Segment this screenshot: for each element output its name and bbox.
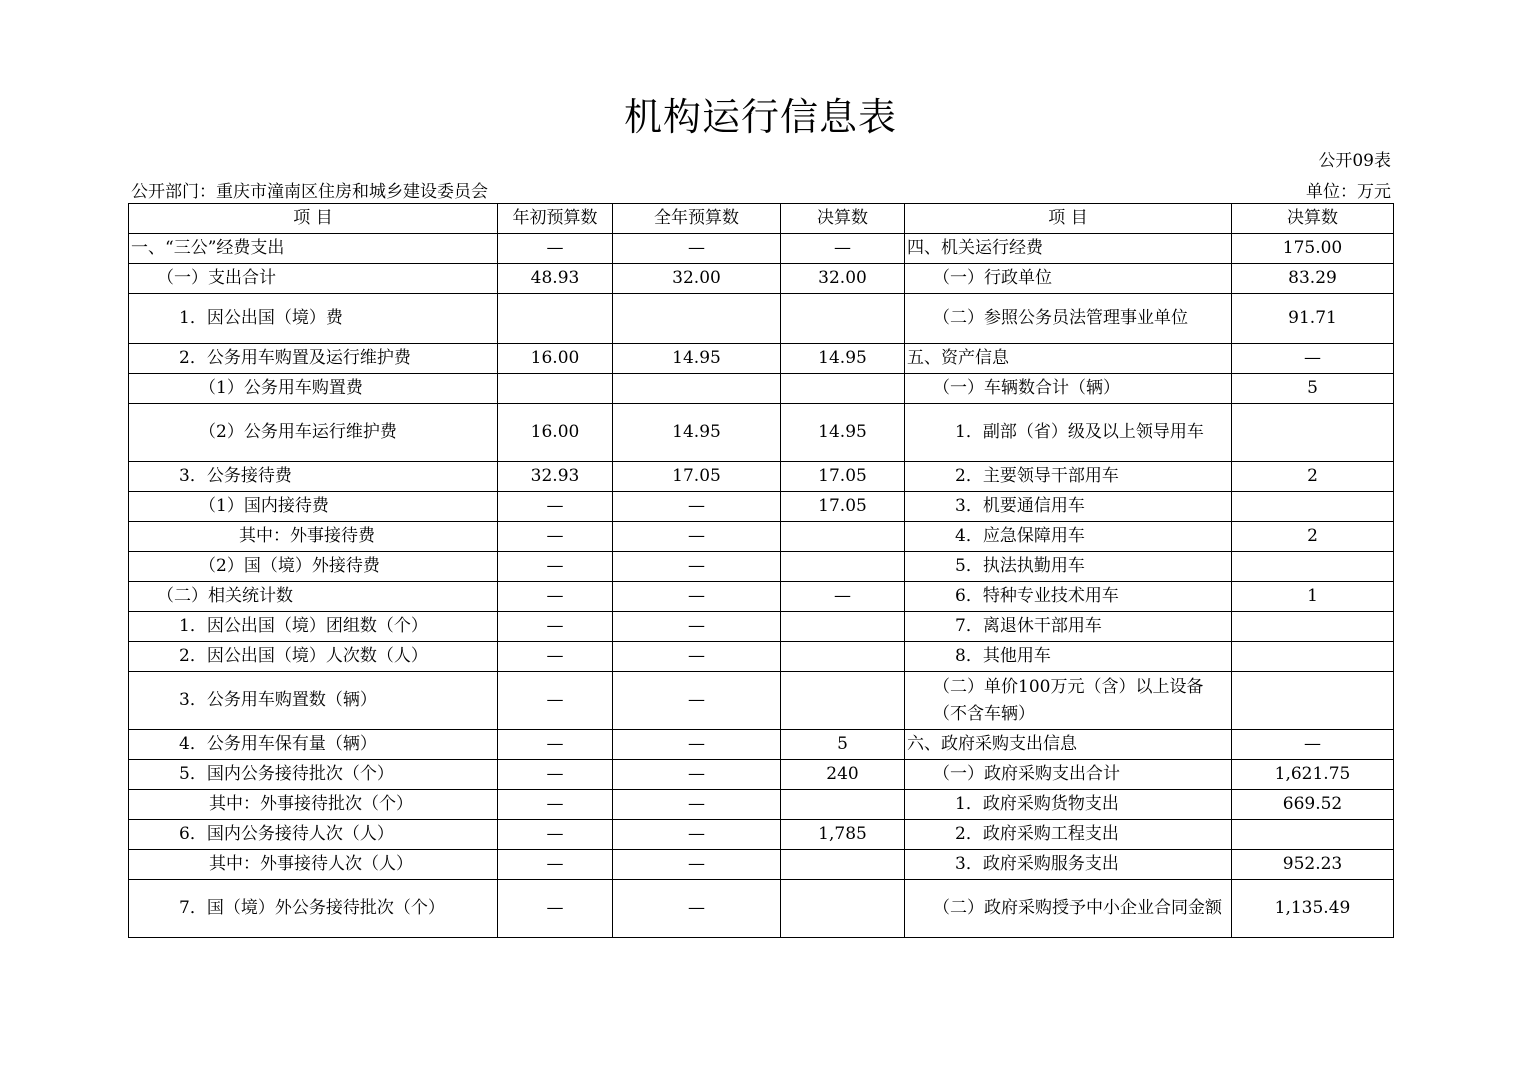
row-initial-budget: 16.00 <box>498 344 613 374</box>
row-item-label: 一、“三公”经费支出 <box>129 234 498 264</box>
table-row <box>129 522 1394 552</box>
row-initial-budget: — <box>498 552 613 582</box>
row-item-label: 其中：外事接待人次（人） <box>129 850 498 880</box>
row-item-label: 其中：外事接待费 <box>129 522 498 552</box>
row-final <box>781 642 905 672</box>
row-final-2: 1,621.75 <box>1232 760 1394 790</box>
row-final <box>781 522 905 552</box>
row-initial-budget: — <box>498 234 613 264</box>
row-initial-budget: — <box>498 850 613 880</box>
row-initial-budget: — <box>498 642 613 672</box>
row-final-2: 669.52 <box>1232 790 1394 820</box>
row-full-budget: — <box>613 730 781 760</box>
row-final: 240 <box>781 760 905 790</box>
table-row <box>129 582 1394 612</box>
row-final-2: 2 <box>1232 462 1394 492</box>
row-initial-budget <box>498 374 613 404</box>
row-final <box>781 880 905 938</box>
table-row <box>129 850 1394 880</box>
row-full-budget: — <box>613 760 781 790</box>
row-final-2: 175.00 <box>1232 234 1394 264</box>
row-final: 32.00 <box>781 264 905 294</box>
row-full-budget: 17.05 <box>613 462 781 492</box>
row-final-2 <box>1232 612 1394 642</box>
header-item-2: 项 目 <box>905 204 1232 234</box>
table-row <box>129 234 1394 264</box>
row-item-label: 3．公务接待费 <box>129 462 498 492</box>
row-final-2: 2 <box>1232 522 1394 552</box>
row-final <box>781 294 905 344</box>
row-full-budget: — <box>613 642 781 672</box>
row-full-budget: — <box>613 612 781 642</box>
header-initial-budget: 年初预算数 <box>498 204 613 234</box>
row-item-label-2: 五、资产信息 <box>905 344 1232 374</box>
table-row <box>129 374 1394 404</box>
row-full-budget: — <box>613 850 781 880</box>
row-item-label-2: （二）参照公务员法管理事业单位 <box>905 294 1232 344</box>
row-item-label-2: 4．应急保障用车 <box>905 522 1232 552</box>
row-full-budget: — <box>613 672 781 730</box>
row-final <box>781 672 905 730</box>
row-final: 17.05 <box>781 492 905 522</box>
row-final-2: — <box>1232 730 1394 760</box>
row-full-budget: — <box>613 820 781 850</box>
table-header-row <box>129 204 1394 234</box>
row-final <box>781 790 905 820</box>
row-item-label-2: （二）单价100万元（含）以上设备（不含车辆） <box>905 672 1232 730</box>
row-full-budget: — <box>613 522 781 552</box>
row-final-2: 83.29 <box>1232 264 1394 294</box>
header-final: 决算数 <box>781 204 905 234</box>
row-full-budget: 14.95 <box>613 404 781 462</box>
row-final-2: 91.71 <box>1232 294 1394 344</box>
row-item-label: 1．因公出国（境）费 <box>129 294 498 344</box>
row-final <box>781 374 905 404</box>
row-item-label: （二）相关统计数 <box>129 582 498 612</box>
row-item-label-2: 四、机关运行经费 <box>905 234 1232 264</box>
table-row <box>129 672 1394 730</box>
row-item-label: （1）国内接待费 <box>129 492 498 522</box>
row-item-label-2: （一）行政单位 <box>905 264 1232 294</box>
row-initial-budget: — <box>498 880 613 938</box>
row-item-label-2: 6．特种专业技术用车 <box>905 582 1232 612</box>
row-item-label-2: （一）车辆数合计（辆） <box>905 374 1232 404</box>
page-title: 机构运行信息表 <box>623 95 897 139</box>
row-final <box>781 552 905 582</box>
row-item-label-2: 8．其他用车 <box>905 642 1232 672</box>
row-item-label-2: 六、政府采购支出信息 <box>905 730 1232 760</box>
row-final-2 <box>1232 820 1394 850</box>
table-row <box>129 492 1394 522</box>
row-final-2 <box>1232 672 1394 730</box>
row-initial-budget: — <box>498 582 613 612</box>
table-row <box>129 552 1394 582</box>
table-row <box>129 294 1394 344</box>
info-table <box>128 203 1394 938</box>
row-initial-budget <box>498 294 613 344</box>
row-final <box>781 612 905 642</box>
row-full-budget <box>613 294 781 344</box>
row-item-label: （一）支出合计 <box>129 264 498 294</box>
row-item-label-2: 7．离退休干部用车 <box>905 612 1232 642</box>
table-row <box>129 820 1394 850</box>
table-row <box>129 790 1394 820</box>
row-initial-budget: — <box>498 790 613 820</box>
row-final: 1,785 <box>781 820 905 850</box>
row-full-budget: 14.95 <box>613 344 781 374</box>
row-item-label: 5．国内公务接待批次（个） <box>129 760 498 790</box>
row-item-label: （2）公务用车运行维护费 <box>129 404 498 462</box>
table-row <box>129 760 1394 790</box>
row-full-budget: — <box>613 234 781 264</box>
row-item-label-2: 2．主要领导干部用车 <box>905 462 1232 492</box>
row-item-label: （2）国（境）外接待费 <box>129 552 498 582</box>
row-final: 5 <box>781 730 905 760</box>
row-item-label-2: 1．政府采购货物支出 <box>905 790 1232 820</box>
row-full-budget: 32.00 <box>613 264 781 294</box>
row-item-label-2: 5．执法执勤用车 <box>905 552 1232 582</box>
unit-label: 单位：万元 <box>1306 182 1391 202</box>
row-full-budget: — <box>613 790 781 820</box>
row-full-budget: — <box>613 492 781 522</box>
table-row <box>129 612 1394 642</box>
table-row <box>129 264 1394 294</box>
row-full-budget: — <box>613 552 781 582</box>
header-full-budget: 全年预算数 <box>613 204 781 234</box>
row-final: 14.95 <box>781 404 905 462</box>
row-initial-budget: — <box>498 760 613 790</box>
row-item-label: 2．公务用车购置及运行维护费 <box>129 344 498 374</box>
header-final-2: 决算数 <box>1232 204 1394 234</box>
row-item-label: 3．公务用车购置数（辆） <box>129 672 498 730</box>
row-initial-budget: 32.93 <box>498 462 613 492</box>
row-initial-budget: — <box>498 492 613 522</box>
row-final-2: 1 <box>1232 582 1394 612</box>
row-initial-budget: 16.00 <box>498 404 613 462</box>
row-full-budget: — <box>613 582 781 612</box>
department-label: 公开部门：重庆市潼南区住房和城乡建设委员会 <box>131 182 488 202</box>
row-item-label: 1．因公出国（境）团组数（个） <box>129 612 498 642</box>
row-final-2: — <box>1232 344 1394 374</box>
row-item-label: 2．因公出国（境）人次数（人） <box>129 642 498 672</box>
row-item-label-2: 3．政府采购服务支出 <box>905 850 1232 880</box>
row-initial-budget: — <box>498 522 613 552</box>
row-initial-budget: — <box>498 820 613 850</box>
row-final: — <box>781 582 905 612</box>
row-final: 14.95 <box>781 344 905 374</box>
row-final-2 <box>1232 492 1394 522</box>
table-row <box>129 730 1394 760</box>
row-initial-budget: — <box>498 672 613 730</box>
row-final-2: 1,135.49 <box>1232 880 1394 938</box>
row-final-2: 5 <box>1232 374 1394 404</box>
table-row <box>129 404 1394 462</box>
row-final: 17.05 <box>781 462 905 492</box>
row-item-label-2: （一）政府采购支出合计 <box>905 760 1232 790</box>
row-item-label: 其中：外事接待批次（个） <box>129 790 498 820</box>
row-item-label-2: 1．副部（省）级及以上领导用车 <box>905 404 1232 462</box>
row-final-2 <box>1232 642 1394 672</box>
row-item-label: 7．国（境）外公务接待批次（个） <box>129 880 498 938</box>
row-item-label: 6．国内公务接待人次（人） <box>129 820 498 850</box>
row-final <box>781 850 905 880</box>
row-final: — <box>781 234 905 264</box>
row-final-2 <box>1232 404 1394 462</box>
row-item-label-2: 3．机要通信用车 <box>905 492 1232 522</box>
row-item-label-2: 2．政府采购工程支出 <box>905 820 1232 850</box>
row-initial-budget: — <box>498 612 613 642</box>
table-row <box>129 642 1394 672</box>
row-final-2 <box>1232 552 1394 582</box>
row-item-label: （1）公务用车购置费 <box>129 374 498 404</box>
table-row <box>129 462 1394 492</box>
row-final-2: 952.23 <box>1232 850 1394 880</box>
row-item-label: 4．公务用车保有量（辆） <box>129 730 498 760</box>
table-row <box>129 880 1394 938</box>
header-item: 项 目 <box>129 204 498 234</box>
row-full-budget <box>613 374 781 404</box>
row-initial-budget: 48.93 <box>498 264 613 294</box>
row-initial-budget: — <box>498 730 613 760</box>
row-full-budget: — <box>613 880 781 938</box>
form-number: 公开09表 <box>1318 151 1391 171</box>
row-item-label-2: （二）政府采购授予中小企业合同金额 <box>905 880 1232 938</box>
table-row <box>129 344 1394 374</box>
